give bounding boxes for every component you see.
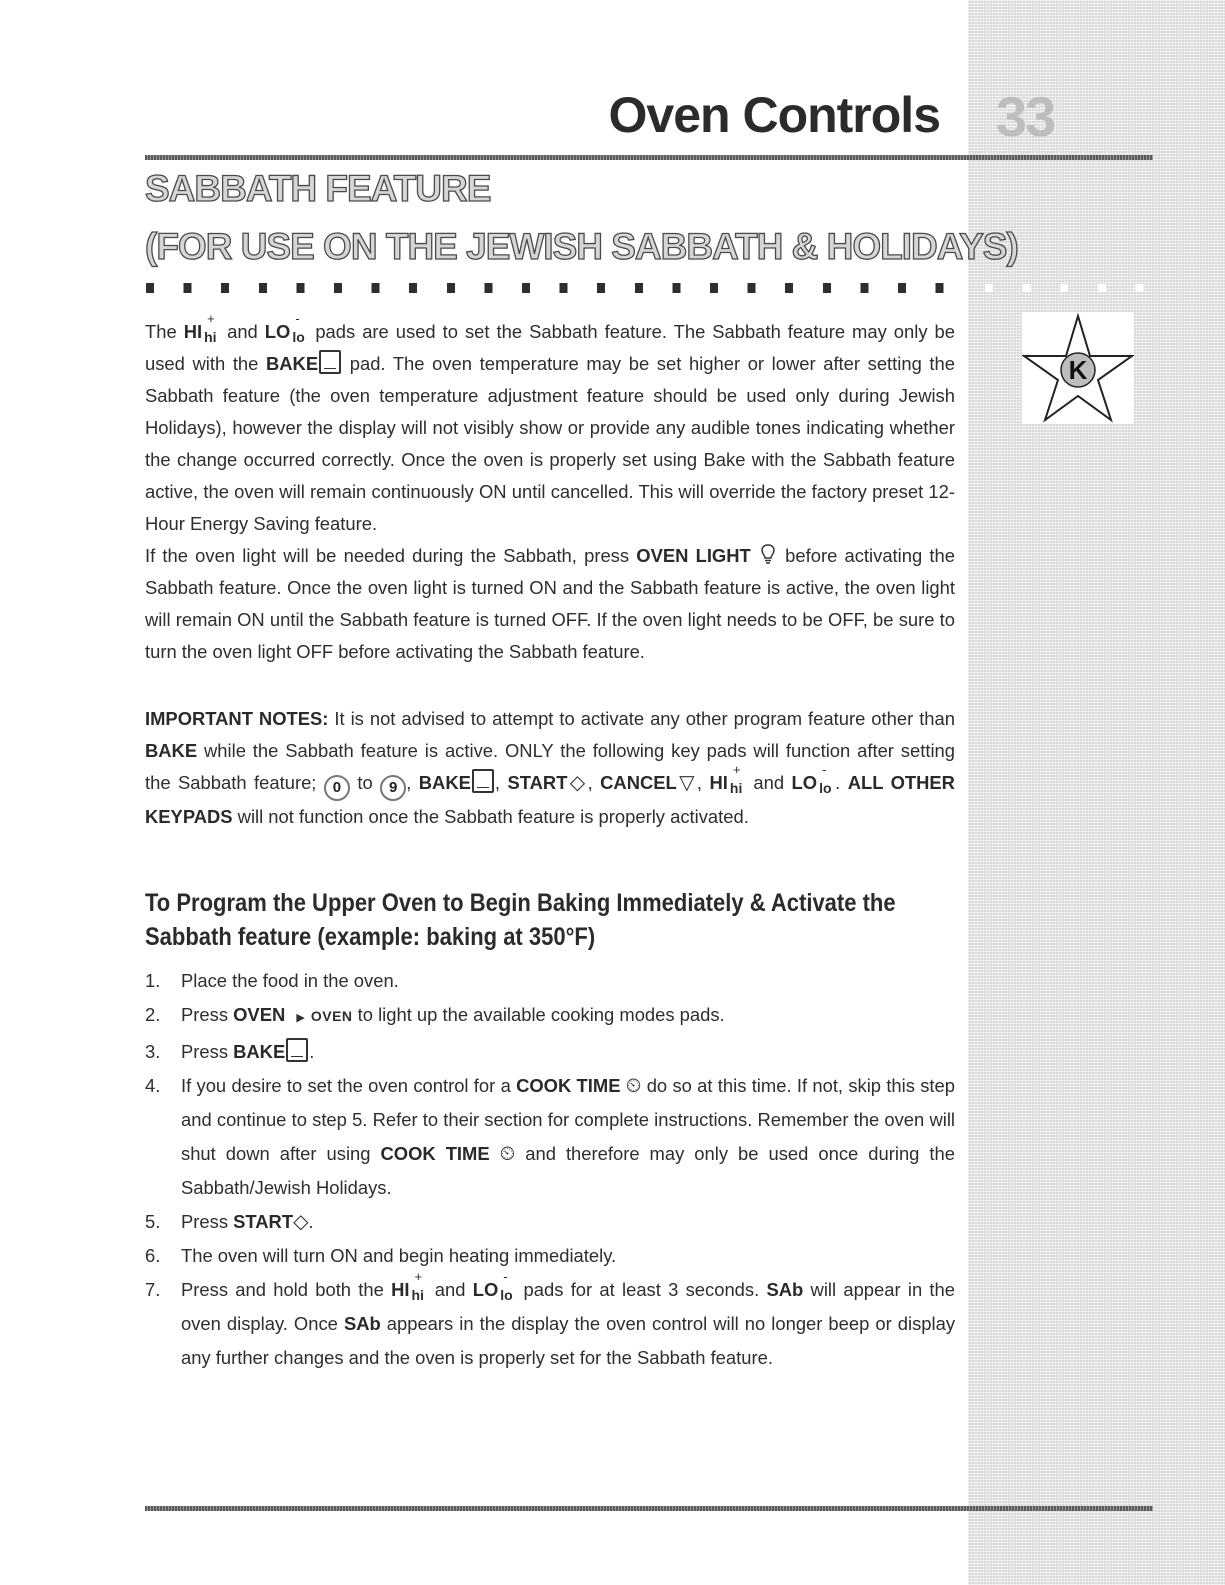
oven-arrow-icon: ▶ — [296, 1012, 305, 1024]
bake-pad-icon — [319, 350, 341, 374]
hi-pad-icon: + hi — [411, 1269, 424, 1303]
footer-rule — [145, 1506, 1153, 1511]
lo-pad-icon: - lo — [500, 1269, 513, 1303]
intro-text — [145, 311, 955, 668]
important-notes: IMPORTANT NOTES: It is not advised to attempt to activate any other program feature other than BAKE while the Sabbath feature is active. ONLY the following key pads will function after setting the Sabbath feature; 0 to 9 , BAKE , START◇, CANCEL▽, HI + hi and LO - lo . ALL OTHER KEYPADS will not function once the Sabbath feature is properly activated. — [145, 708, 955, 827]
step-item: 6. The oven will turn ON and begin heating immediately. — [145, 1245, 617, 1266]
step-item: 4. If you desire to set the oven control for a COOK TIME ⏲ do so at this time. If not, skip this step and continue to step 5. Refer to their section for complete instructions. Remember the oven will shut down after using COOK TIME ⏲ and therefore may only be used once during the Sabbath/Jewish Holidays. — [145, 1075, 955, 1198]
digit-0-pad-icon: 0 — [324, 775, 350, 801]
cancel-pad-icon: ▽ — [676, 772, 697, 794]
start-pad-icon: ◇ — [293, 1211, 309, 1233]
procedure-heading: To Program the Upper Oven to Begin Baking Immediately & Activate the Sabbath feature (example: baking at 350°F) — [145, 889, 896, 951]
dotted-divider-sidebar — [985, 284, 1155, 292]
hi-pad-icon: + hi — [729, 762, 743, 796]
cook-time-icon: ⏲ — [625, 1075, 642, 1097]
cook-time-icon: ⏲ — [499, 1143, 516, 1165]
step-item: 2. Press OVEN ▶ OVEN to light up the available cooking modes pads. — [145, 1004, 725, 1025]
step-item: 5. Press START◇. — [145, 1211, 314, 1233]
start-pad-icon: ◇ — [567, 772, 588, 794]
star-k-kosher-logo — [1022, 312, 1134, 424]
page-number: 33 — [995, 85, 1055, 148]
procedure-steps — [145, 964, 955, 1375]
oven-small-label: OVEN — [310, 1008, 353, 1024]
dotted-divider — [146, 283, 956, 293]
digit-9-pad-icon: 9 — [380, 775, 406, 801]
notes-label: IMPORTANT NOTES: — [145, 708, 329, 729]
step-item: 3. Press BAKE . — [145, 1035, 955, 1069]
section-subtitle: (FOR USE ON THE JEWISH SABBATH & HOLIDAYS) — [145, 226, 1018, 267]
header-rule — [145, 155, 1153, 160]
svg-text:K: K — [1068, 355, 1088, 385]
light-bulb-icon — [760, 543, 776, 565]
intro-paragraph-1: The HI + hi and LO - lo pads are used to set the Sabbath feature. The Sabbath feature may only be used with the BAKE pad. The oven temperature may be set higher or lower after setting the Sabbath feature (the oven temperature adjustment feature should be used only during Jewish Holidays), however the display will not visibly show or provide any audible tones indicating whether the change occurred correctly. Once the oven is properly set using Bake with the Sabbath feature active, the oven will remain continuously ON until cancelled. This will override the factory preset 12-Hour Energy Saving feature. — [145, 311, 955, 534]
page-title: Oven Controls — [608, 87, 940, 143]
intro-paragraph-2: If the oven light will be needed during the Sabbath, press OVEN LIGHT before activating the Sabbath feature. Once the oven light is turned ON and the Sabbath feature is active, the oven light will remain ON until the Sabbath feature is turned OFF. If the oven light needs to be OFF, be sure to turn the oven light OFF before activating the Sabbath feature. — [145, 545, 955, 662]
section-title: SABBATH FEATURE — [145, 168, 491, 209]
lo-pad-icon: - lo — [819, 762, 832, 796]
lo-pad-icon: - lo — [292, 311, 305, 345]
hi-pad-icon: + hi — [204, 311, 217, 345]
step-item: 1. Place the food in the oven. — [145, 970, 399, 991]
step-item: 7. Press and hold both the HI + hi and LO - lo pads for at least 3 seconds. SAb will appear in the oven display. Once SAb appears in the display the oven control will no longer beep or display any further changes and the oven is properly set for the Sabbath feature. — [145, 1269, 956, 1368]
bake-pad-icon — [472, 769, 494, 793]
bake-pad-icon — [286, 1038, 308, 1062]
